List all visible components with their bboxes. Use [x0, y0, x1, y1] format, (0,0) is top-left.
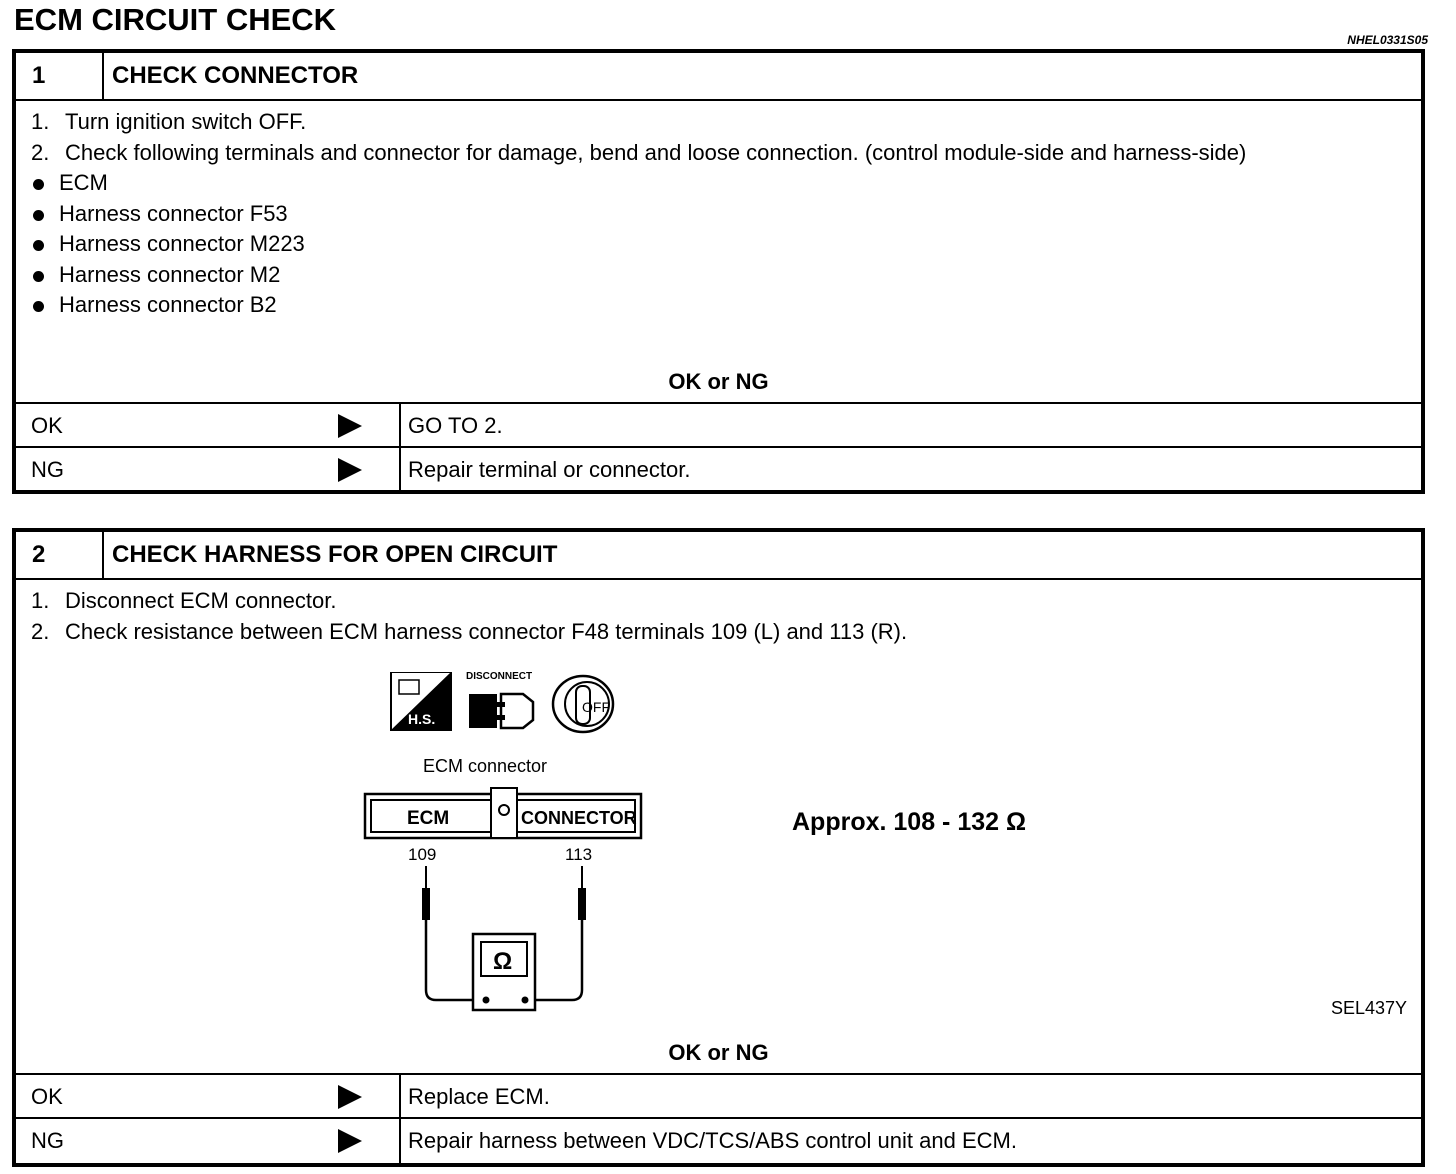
terminal-113-label: 113: [565, 845, 593, 864]
instruction-item: [31, 617, 907, 648]
disconnect-connector-icon: [466, 672, 533, 728]
page-title: ECM CIRCUIT CHECK: [14, 2, 337, 37]
step-2-header: [16, 532, 1421, 580]
instruction-number: 2.: [31, 139, 50, 165]
step-2-title: CHECK HARNESS FOR OPEN CIRCUIT: [112, 541, 558, 568]
result-row-ok: [16, 1073, 1421, 1119]
step-1-box: [12, 49, 1425, 494]
instruction-number: 1.: [31, 588, 50, 613]
instruction-text: Turn ignition switch OFF.: [65, 109, 307, 134]
result-action: GO TO 2.: [399, 404, 503, 448]
right-triangle-icon: [338, 414, 362, 438]
bullet-text: Harness connector F53: [59, 200, 288, 226]
result-row-ng: [16, 1117, 1421, 1163]
bullet-icon: [33, 240, 44, 251]
step-2-instructions: [31, 586, 907, 647]
instruction-text: Check following terminals and connector for damage, bend and loose connection. (control module-side and harness-side): [65, 139, 1247, 165]
step-1-header: [16, 53, 1421, 101]
resistance-check-figure: [361, 672, 1041, 1017]
instruction-item: [31, 138, 1405, 169]
ecm-connector-diagram: [361, 672, 1041, 1017]
bullet-item: [31, 290, 1405, 321]
ok-or-ng-heading: OK or NG: [668, 369, 769, 394]
instruction-text: Check resistance between ECM harness connector F48 terminals 109 (L) and 113 (R).: [65, 618, 908, 644]
result-action: Repair harness between VDC/TCS/ABS control unit and ECM.: [399, 1119, 1017, 1163]
instruction-item: [31, 586, 907, 617]
result-action: Repair terminal or connector.: [399, 448, 690, 492]
right-triangle-icon: [338, 1129, 362, 1153]
bullet-item: [31, 199, 1405, 230]
bullet-item: [31, 229, 1405, 260]
ohm-symbol: Ω: [493, 948, 513, 975]
figure-code: SEL437Y: [1330, 998, 1407, 1018]
right-triangle-icon: [338, 458, 362, 482]
bullet-icon: [33, 179, 44, 190]
disconnect-label: DISCONNECT: [466, 672, 533, 682]
instruction-item: [31, 107, 1405, 138]
bullet-text: Harness connector B2: [59, 292, 277, 317]
connector-right-label: CONNECTOR: [521, 808, 637, 828]
result-row-ng: [16, 446, 1421, 492]
approx-resistance: Approx. 108 - 132 Ω: [792, 808, 1027, 836]
step-1-instructions: [31, 107, 1405, 321]
terminal-109-label: 109: [408, 845, 437, 864]
bullet-item: [31, 260, 1405, 291]
bullet-text: ECM: [59, 170, 108, 195]
instruction-number: 1.: [31, 109, 50, 134]
reference-code: NHEL0331S05: [1347, 33, 1428, 47]
instruction-text: Disconnect ECM connector.: [65, 588, 337, 613]
bullet-icon: [33, 271, 44, 282]
result-label: OK: [31, 1084, 63, 1109]
bullet-item: [31, 168, 1405, 199]
connector-caption: ECM connector: [423, 756, 548, 776]
step-2-box: [12, 528, 1425, 1167]
step-1-title: CHECK CONNECTOR: [112, 62, 359, 89]
result-label: NG: [31, 1128, 64, 1153]
harness-side-icon: [391, 672, 451, 730]
step-2-number: 2: [16, 532, 104, 578]
bullet-text: Harness connector M2: [59, 261, 281, 287]
ecm-connector-icon: [365, 788, 641, 838]
instruction-number: 2.: [31, 618, 50, 644]
result-row-ok: [16, 402, 1421, 448]
hs-label: H.S.: [408, 711, 436, 727]
result-label: OK: [31, 413, 63, 438]
ohmmeter-icon: [473, 934, 535, 1010]
ok-or-ng-heading: OK or NG: [668, 1040, 769, 1065]
bullet-text: Harness connector M223: [59, 231, 305, 256]
step-1-number: 1: [16, 53, 104, 99]
result-label: NG: [31, 457, 64, 482]
result-action: Replace ECM.: [399, 1075, 550, 1119]
off-label: OFF: [582, 699, 610, 715]
right-triangle-icon: [338, 1085, 362, 1109]
bullet-icon: [33, 210, 44, 221]
ignition-key-off-icon: [553, 676, 613, 732]
bullet-icon: [33, 301, 44, 312]
connector-left-label: ECM: [407, 808, 450, 829]
